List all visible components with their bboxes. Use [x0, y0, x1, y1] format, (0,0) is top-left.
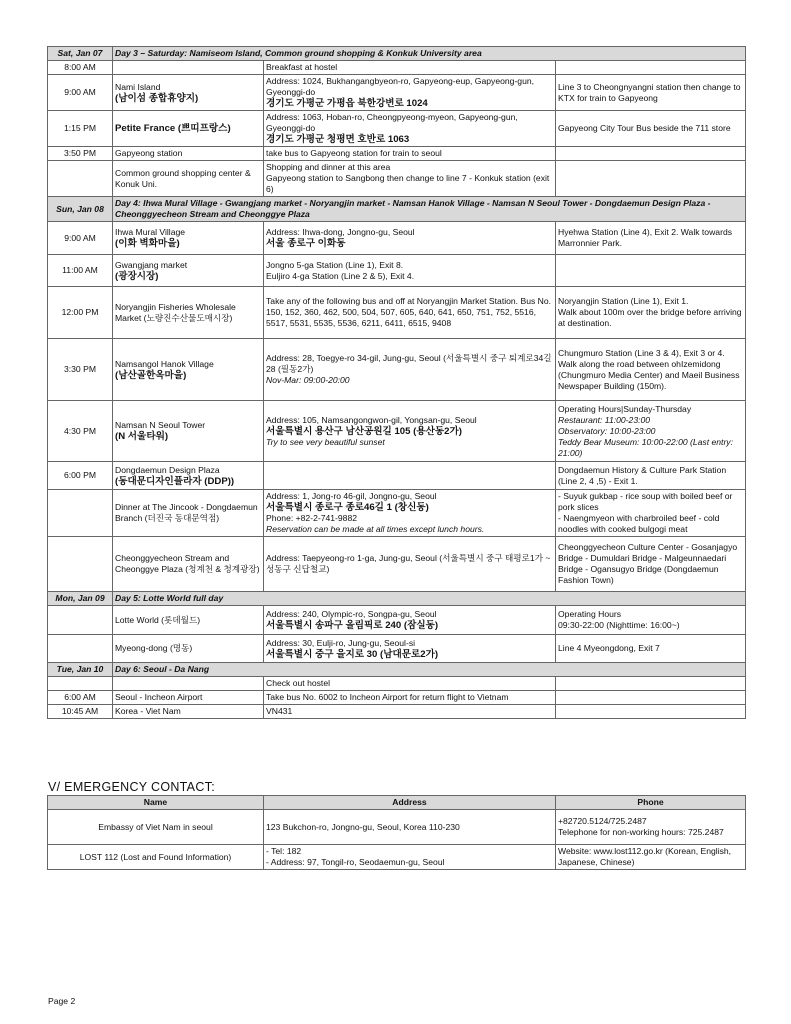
time-cell: 4:30 PM	[48, 401, 113, 462]
notes-line: Line 4 Myeongdong, Exit 7	[558, 643, 660, 653]
notes-cell	[556, 677, 746, 691]
notes-cell	[556, 401, 746, 462]
itinerary-row	[48, 222, 746, 255]
itinerary-body	[48, 47, 746, 719]
contact-address-line: - Address: 97, Tongil-ro, Seodaemun-gu, Seoul	[266, 857, 445, 867]
place-cell	[113, 677, 264, 691]
notes-line: Dongdaemun History & Culture Park Station (Line 2, 4 ,5) - Exit 1.	[558, 464, 727, 486]
details-cell	[264, 255, 556, 287]
notes-line: Operating Hours|Sunday-Thursday	[558, 403, 692, 414]
itinerary-row	[48, 462, 746, 490]
place-line: Seoul - Incheon Airport	[115, 692, 203, 702]
contact-address-line: - Tel: 182	[266, 846, 302, 856]
details-cell	[264, 161, 556, 197]
place-line: Dinner at The Jincook - Dongdaemun Branch (더진국 동대문역점)	[115, 502, 258, 523]
time-cell: 12:00 PM	[48, 287, 113, 339]
time-cell: 11:00 AM	[48, 255, 113, 287]
details-cell	[264, 111, 556, 147]
itinerary-row	[48, 147, 746, 161]
place-cell	[113, 339, 264, 401]
details-cell	[264, 462, 556, 490]
details-line: Reservation can be made at all times except lunch hours.	[266, 524, 485, 534]
contact-address-line: 123 Bukchon-ro, Jongno-gu, Seoul, Korea 110-230	[266, 821, 460, 832]
itinerary-row	[48, 635, 746, 663]
details-line: Address: 28, Toegye-ro 34-gil, Jung-gu, Seoul (서울특별시 중구 퇴계로34길 28 (필동2가)	[266, 353, 552, 374]
notes-line: Observatory: 10:00-23:00	[558, 425, 656, 436]
notes-cell	[556, 339, 746, 401]
details-cell	[264, 677, 556, 691]
time-cell	[48, 161, 113, 197]
day-title: Day 6: Seoul - Da Nang	[113, 663, 746, 677]
details-cell	[264, 537, 556, 592]
notes-line: Chungmuro Station (Line 3 & 4), Exit 3 or 4. Walk along the road between ohIzemidong (Chungmuro Media Center) and Maeil Business Newspaper Building (150m).	[558, 347, 740, 391]
time-cell	[48, 677, 113, 691]
time-cell: 6:00 AM	[48, 691, 113, 705]
emergency-contact-table	[47, 795, 746, 870]
itinerary-row	[48, 287, 746, 339]
details-cell	[264, 339, 556, 401]
day-header-row	[48, 663, 746, 677]
contact-phone-line: +82720.5124/725.2487	[558, 816, 647, 826]
contact-row	[48, 845, 746, 870]
contact-name: Embassy of Viet Nam in seoul	[48, 810, 264, 845]
details-line: take bus to Gapyeong station for train to seoul	[266, 148, 442, 158]
place-line: Gwangjang market	[115, 259, 188, 270]
itinerary-row	[48, 537, 746, 592]
place-cell	[113, 705, 264, 719]
place-line: Namsan N Seoul Tower	[115, 420, 206, 430]
contact-header-row	[48, 796, 746, 810]
itinerary-row	[48, 111, 746, 147]
itinerary-row	[48, 255, 746, 287]
time-cell	[48, 537, 113, 592]
time-cell	[48, 635, 113, 663]
notes-cell	[556, 161, 746, 197]
time-cell: 3:50 PM	[48, 147, 113, 161]
itinerary-row	[48, 691, 746, 705]
notes-line: Operating Hours	[558, 609, 622, 619]
details-line: Shopping and dinner at this area	[266, 162, 391, 172]
place-cell	[113, 161, 264, 197]
place-line: (남이섬 종합휴양지)	[115, 92, 199, 104]
details-line: Address: 240, Olympic-ro, Songpa-gu, Seoul	[266, 609, 437, 619]
place-cell	[113, 537, 264, 592]
notes-line: Restaurant: 11:00-23:00	[558, 414, 651, 425]
place-cell	[113, 462, 264, 490]
itinerary-row	[48, 705, 746, 719]
notes-line: Noryangjin Station (Line 1), Exit 1.	[558, 296, 689, 306]
place-line: (광장시장)	[115, 270, 159, 282]
place-line: Noryangjin Fisheries Wholesale Market (노량진수산물도매시장)	[115, 301, 236, 323]
details-cell	[264, 61, 556, 75]
details-line: Phone: +82-2-741-9882	[266, 513, 358, 523]
notes-line: Line 3 to Cheongnyangni station then change to KTX for train to Gapyeong	[558, 81, 741, 103]
contact-phone	[556, 845, 746, 870]
contact-phone	[556, 810, 746, 845]
place-cell	[113, 61, 264, 75]
day-title: Day 5: Lotte World full day	[113, 592, 746, 606]
place-line: Nami Island	[115, 81, 161, 92]
place-line: Korea - Viet Nam	[115, 706, 181, 716]
column-header-name: Name	[48, 796, 264, 810]
details-line: 서울특별시 중구 을지로 30 (남대문로2가)	[266, 648, 439, 660]
place-line: Namsangol Hanok Village	[115, 358, 214, 369]
notes-cell	[556, 287, 746, 339]
itinerary-row	[48, 606, 746, 635]
place-cell	[113, 75, 264, 111]
place-line: Petite France (쁘띠프랑스)	[115, 123, 231, 134]
itinerary-row	[48, 490, 746, 537]
notes-cell	[556, 691, 746, 705]
notes-cell	[556, 606, 746, 635]
details-line: Address: 1, Jong-ro 46-gil, Jongno-gu, Seoul	[266, 491, 437, 501]
contact-body	[48, 810, 746, 870]
place-line: Common ground shopping center & Konuk Uni.	[115, 167, 251, 189]
notes-line: - Suyuk gukbap - rice soup with boiled beef or pork slices	[558, 491, 733, 512]
notes-cell	[556, 255, 746, 287]
details-line: Nov-Mar: 09:00-20:00	[266, 375, 350, 385]
details-cell	[264, 75, 556, 111]
column-header-address: Address	[264, 796, 556, 810]
notes-line: Teddy Bear Museum: 10:00-22:00 (Last entry: 21:00)	[558, 436, 733, 458]
time-cell: 10:45 AM	[48, 705, 113, 719]
details-line: 서울특별시 종로구 종로46길 1 (창신동)	[266, 502, 429, 513]
details-line: Address: Ihwa-dong, Jongno-gu, Seoul	[266, 227, 415, 237]
time-cell: 8:00 AM	[48, 61, 113, 75]
contact-row	[48, 810, 746, 845]
details-line: Jongno 5-ga Station (Line 1), Exit 8.	[266, 259, 404, 270]
place-cell	[113, 111, 264, 147]
day-header-row	[48, 197, 746, 222]
notes-cell	[556, 490, 746, 537]
details-line: Address: 30, Eulji-ro, Jung-gu, Seoul-si	[266, 637, 416, 648]
itinerary-row	[48, 677, 746, 691]
time-cell: 3:30 PM	[48, 339, 113, 401]
contact-phone-line: Telephone for non-working hours: 725.2487	[558, 827, 724, 837]
contact-name: LOST 112 (Lost and Found Information)	[48, 845, 264, 870]
place-line: Lotte World (롯데월드)	[115, 614, 201, 625]
details-line: Check out hostel	[266, 678, 331, 688]
itinerary-table	[47, 46, 746, 719]
notes-line: - Naengmyeon with charbroiled beef - cold noodles with cooked bulgogi meat	[558, 513, 720, 534]
time-cell: 6:00 PM	[48, 462, 113, 490]
notes-cell	[556, 111, 746, 147]
details-line: 서울특별시 용산구 남산공원길 105 (용산동2가)	[266, 425, 462, 437]
notes-cell	[556, 75, 746, 111]
notes-cell	[556, 635, 746, 663]
place-line: (N 서울타워)	[115, 431, 169, 442]
day-title: Day 4: Ihwa Mural Village - Gwangjang market - Noryangjin market - Namsan Hanok Village - Namsan N Seoul Tower - Dongdaemun Design Plaza - Cheonggyecheon Stream and Cheonggye Plaza	[113, 197, 746, 222]
place-cell	[113, 635, 264, 663]
notes-line: Hyehwa Station (Line 4), Exit 2. Walk towards Marronnier Park.	[558, 227, 733, 248]
notes-cell	[556, 537, 746, 592]
details-cell	[264, 606, 556, 635]
time-cell: 9:00 AM	[48, 75, 113, 111]
contact-phone-line: Website: www.lost112.go.kr (Korean, English, Japanese, Chinese)	[558, 846, 732, 867]
details-cell	[264, 147, 556, 161]
place-line: Myeong-dong (명동)	[115, 643, 193, 653]
day-date: Tue, Jan 10	[48, 663, 113, 677]
place-line: (남산골한옥마을)	[115, 369, 187, 381]
itinerary-row	[48, 61, 746, 75]
place-cell	[113, 147, 264, 161]
place-line: (동대문디자인플라자 (DDP))	[115, 475, 235, 487]
details-cell	[264, 691, 556, 705]
day-title: Day 3 – Saturday: Namiseom Island, Common ground shopping & Konkuk University area	[113, 47, 746, 61]
details-cell	[264, 705, 556, 719]
notes-cell	[556, 147, 746, 161]
time-cell: 9:00 AM	[48, 222, 113, 255]
place-line: (이화 벽화마을)	[115, 238, 180, 249]
notes-line: Cheonggyecheon Culture Center - Gosanjagyo Bridge - Dumuldari Bridge - Malgeunnaedari Bridge - Ogansugyo Bridge (Dongdaemun Fashion Town)	[558, 542, 738, 585]
place-cell	[113, 606, 264, 635]
details-line: Try to see very beautiful sunset	[266, 436, 385, 447]
day-date: Sun, Jan 08	[48, 197, 113, 222]
day-header-row	[48, 47, 746, 61]
place-cell	[113, 222, 264, 255]
details-line: 서울특별시 송파구 올림픽로 240 (잠실동)	[266, 620, 439, 631]
place-line: Cheonggyecheon Stream and Cheonggye Plaza (청계천 & 청계광장)	[115, 553, 260, 574]
contact-address	[264, 845, 556, 870]
place-cell	[113, 401, 264, 462]
details-line: 서울 종로구 이화동	[266, 238, 346, 249]
contact-address	[264, 810, 556, 845]
place-line: Dongdaemun Design Plaza	[115, 464, 220, 475]
details-line: Breakfast at hostel	[266, 62, 338, 72]
details-line: 경기도 가평군 가평읍 북한강변로 1024	[266, 98, 428, 109]
place-cell	[113, 691, 264, 705]
itinerary-row	[48, 401, 746, 462]
details-line: Address: Taepyeong-ro 1-ga, Jung-gu, Seoul (서울특별시 중구 태평로1가 ~성동구 신답철교)	[266, 553, 551, 574]
place-cell	[113, 490, 264, 537]
time-cell	[48, 490, 113, 537]
place-cell	[113, 287, 264, 339]
details-line: 경기도 가평군 청평면 호반로 1063	[266, 134, 410, 145]
place-line: Gapyeong station	[115, 148, 183, 158]
time-cell	[48, 606, 113, 635]
page-number: Page 2	[48, 996, 76, 1006]
day-header-row	[48, 592, 746, 606]
details-line: Take any of the following bus and off at Noryangjin Market Station. Bus No. 150, 152, 360, 462, 500, 504, 507, 605, 640, 641, 650, 751, 752, 5516, 5517, 5531, 5535, 5536, 6211, 6411, 6515, 9408	[266, 296, 552, 328]
details-cell	[264, 287, 556, 339]
place-line: Ihwa Mural Village	[115, 227, 186, 237]
itinerary-row	[48, 339, 746, 401]
details-line: Gapyeong station to Sangbong then change to line 7 - Konkuk station (exit 6)	[266, 173, 550, 194]
itinerary-row	[48, 75, 746, 111]
details-line: Address: 1063, Hoban-ro, Cheongpyeong-myeon, Gapyeong-gun, Gyeonggi-do	[266, 112, 518, 133]
emergency-contact-heading: V/ EMERGENCY CONTACT:	[48, 780, 215, 794]
notes-cell	[556, 222, 746, 255]
details-cell	[264, 222, 556, 255]
notes-line: Walk about 100m over the bridge before arriving at destination.	[558, 307, 742, 328]
notes-cell	[556, 705, 746, 719]
place-cell	[113, 255, 264, 287]
notes-cell	[556, 61, 746, 75]
time-cell: 1:15 PM	[48, 111, 113, 147]
details-line: VN431	[266, 706, 293, 716]
notes-cell	[556, 462, 746, 490]
column-header-phone: Phone	[556, 796, 746, 810]
notes-line: 09:30-22:00 (Nighttime: 16:00~)	[558, 620, 680, 630]
details-cell	[264, 490, 556, 537]
details-line: Euljiro 4-ga Station (Line 2 & 5), Exit 4.	[266, 270, 415, 281]
day-date: Mon, Jan 09	[48, 592, 113, 606]
day-date: Sat, Jan 07	[48, 47, 113, 61]
notes-line: Gapyeong City Tour Bus beside the 711 store	[558, 123, 731, 133]
details-line: Address: 105, Namsangongwon-gil, Yongsan-gu, Seoul	[266, 414, 477, 425]
details-cell	[264, 401, 556, 462]
itinerary-row	[48, 161, 746, 197]
details-cell	[264, 635, 556, 663]
details-line: Take bus No. 6002 to Incheon Airport for return flight to Vietnam	[266, 692, 509, 702]
details-line: Address: 1024, Bukhangangbyeon-ro, Gapyeong-eup, Gapyeong-gun, Gyeonggi-do	[266, 76, 535, 97]
